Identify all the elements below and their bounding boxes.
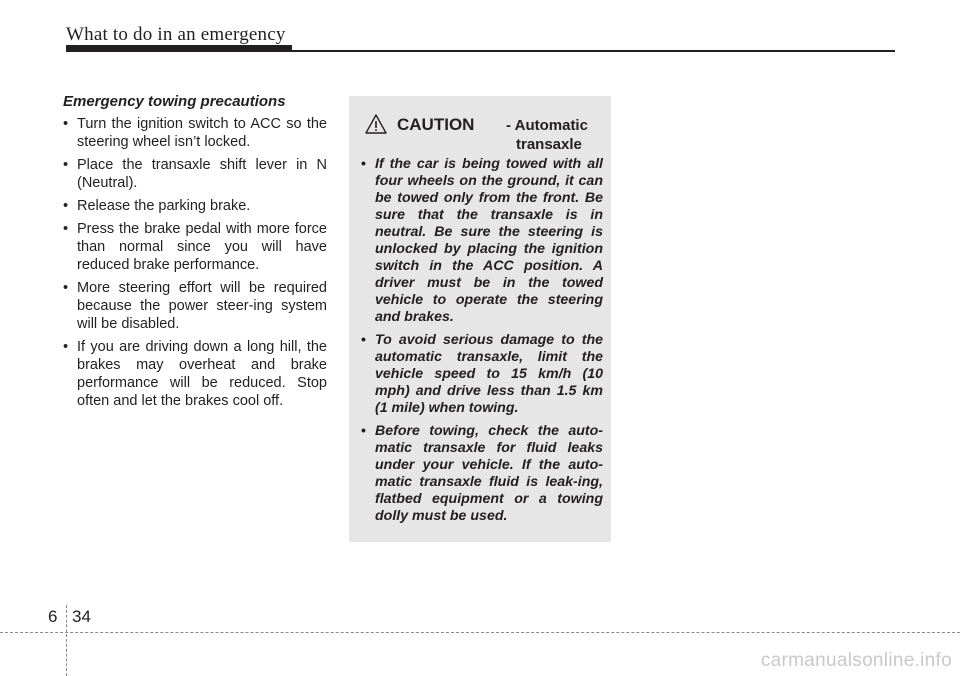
list-item: • If you are driving down a long hill, the brakes may overheat and brake performance will be reduced. Stop often and let the brakes cool off. (63, 339, 327, 409)
bullet-icon: • (63, 198, 69, 214)
bullet-icon: • (361, 156, 366, 172)
watermark: carmanualsonline.info (760, 650, 952, 671)
bullet-icon: • (63, 280, 69, 296)
list-item: • Press the brake pedal with more force than normal since you will have reduced brake performance. (63, 221, 327, 273)
footer-vertical-rule (66, 605, 67, 676)
towing-precautions-section (63, 93, 327, 415)
caution-header (361, 106, 603, 153)
bullet-icon: • (361, 423, 366, 439)
bullet-icon: • (63, 116, 69, 132)
chapter-number: 6 (48, 607, 58, 626)
bullet-icon: • (63, 157, 69, 173)
caution-list (361, 156, 603, 525)
bullet-icon: • (361, 332, 366, 348)
header-rule-thin (66, 50, 895, 52)
caution-box (349, 96, 611, 542)
precautions-list (63, 115, 327, 410)
section-heading: Emergency towing precautions (63, 93, 286, 110)
list-item: • Place the transaxle shift lever in N (Neutral). (63, 157, 327, 191)
list-item: • Before towing, check the auto-matic transaxle for fluid leaks under your vehicle. If the auto-matic transaxle fluid is leak-ing, flatbed equipment or a towing dolly must be used. (361, 423, 603, 524)
header-title: What to do in an emergency (66, 24, 286, 45)
caution-subtitle: - Automatic transaxle (506, 117, 588, 153)
bullet-icon: • (63, 221, 69, 237)
list-item: • To avoid serious damage to the automatic transaxle, limit the vehicle speed to 15 km/h (10 mph) and drive less than 1.5 km (1 mile) when towing. (361, 332, 603, 416)
page-number: 34 (72, 607, 91, 626)
list-item: • Release the parking brake. (63, 198, 251, 214)
list-item: • If the car is being towed with all four wheels on the ground, it can be towed only from the front. Be sure that the transaxle is in neutral. Be sure the steering is unlocked by placing the ignition switch in the ACC position. A driver must be in the towed vehicle to operate the steering and brakes. (361, 156, 603, 325)
footer-dashed-rule (0, 632, 960, 633)
list-item: • Turn the ignition switch to ACC so the steering wheel isn’t locked. (63, 116, 327, 150)
list-item: • More steering effort will be required because the power steer-ing system will be disabled. (63, 280, 327, 332)
bullet-icon: • (63, 339, 69, 355)
caution-word: CAUTION (397, 115, 475, 134)
warning-triangle-icon (365, 114, 387, 134)
